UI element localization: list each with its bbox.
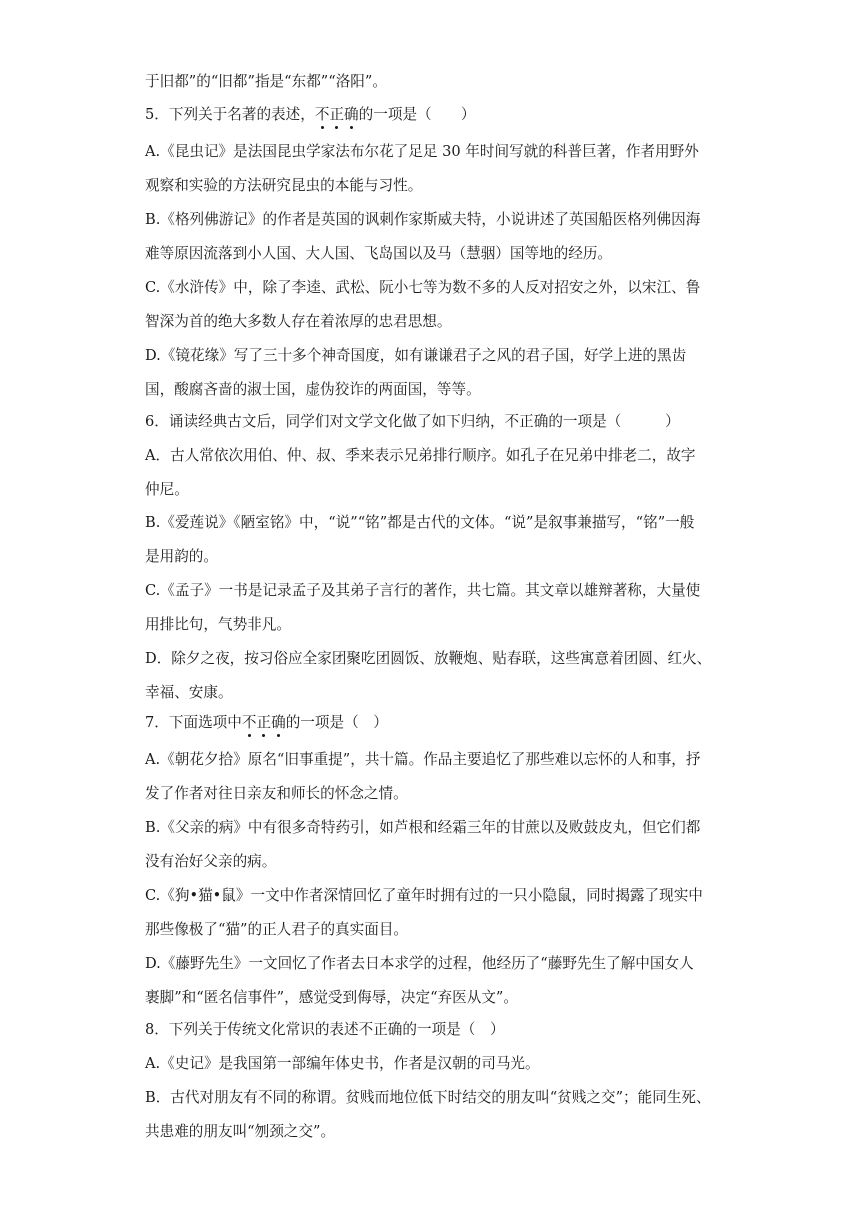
emphasis-dotted: 不正确	[314, 106, 359, 123]
option-line: B.《爱莲说》《陋室铭》中，“说”“铭”都是古代的文体。“说”是叙事兼描写，“铭”一般	[145, 514, 695, 531]
question-text: 的一项是（ ）	[285, 714, 388, 731]
question-6-stem: 6．诵读经典古文后，同学们对文学文化做了如下归纳，不正确的一项是（ ）	[145, 413, 680, 430]
option-line: A．古人常依次用伯、仲、叔、季来表示兄弟排行顺序。如孔子在兄弟中排老二，故字	[145, 447, 696, 464]
text-line: 仲尼。	[145, 481, 189, 498]
text-line: 共患难的朋友叫“刎颈之交”。	[145, 1123, 336, 1140]
text-line: 智深为首的绝大多数人存在着浓厚的忠君思想。	[145, 313, 452, 330]
text-line: 发了作者对往日亲友和师长的怀念之情。	[145, 785, 408, 802]
option-line: A.《朝花夕拾》原名“旧事重提”，共十篇。作品主要追忆了那些难以忘怀的人和事，抒	[145, 751, 701, 768]
question-7-stem	[145, 714, 388, 732]
text-line: 于旧都”的“旧都”指是“东都”“洛阳”。	[145, 73, 387, 90]
text-line: 是用韵的。	[145, 548, 218, 565]
text-line: 观察和实验的方法研究昆虫的本能与习性。	[145, 177, 423, 194]
option-line: B.《父亲的病》中有很多奇特药引，如芦根和经霜三年的甘蔗以及败鼓皮丸，但它们都	[145, 819, 701, 836]
text-line: 那些像极了“猫”的正人君子的真实面目。	[145, 921, 409, 938]
emphasis-dotted: 不正确	[241, 714, 286, 731]
option-line: A.《昆虫记》是法国昆虫学家法布尔花了足足 30 年时间写就的科普巨著，作者用野外	[145, 143, 699, 160]
text-line: 没有治好父亲的病。	[145, 853, 277, 870]
text-line: 用排比句，气势非凡。	[145, 616, 291, 633]
question-5-stem	[145, 106, 475, 124]
text-line: 幸福、安康。	[145, 684, 233, 701]
option-line: C.《狗•猫•鼠》一文中作者深情回忆了童年时拥有过的一只小隐鼠，同时揭露了现实中	[145, 887, 703, 904]
option-line: D.《镜花缘》写了三十多个神奇国度，如有谦谦君子之风的君子国，好学上进的黑齿	[145, 347, 687, 364]
option-line: C.《孟子》一书是记录孟子及其弟子言行的著作，共七篇。其文章以雄辩著称，大量使	[145, 582, 701, 599]
option-line: B．古代对朋友有不同的称谓。贫贱而地位低下时结交的朋友叫“贫贱之交”；能同生死、	[145, 1089, 711, 1106]
text-line: 国，酸腐吝啬的淑士国，虚伪狡诈的两面国，等等。	[145, 381, 481, 398]
option-line: D.《藤野先生》一文回忆了作者去日本求学的过程，他经历了“藤野先生了解中国女人	[145, 955, 694, 972]
text-line: 裹脚”和“匿名信事件”，感觉受到侮辱，决定“弃医从文”。	[145, 989, 518, 1006]
option-line: C.《水浒传》中，除了李逵、武松、阮小七等为数不多的人反对招安之外，以宋江、鲁	[145, 279, 701, 296]
question-8-stem: 8．下列关于传统文化常识的表述不正确的一项是（ ）	[145, 1021, 505, 1038]
question-text: 的一项是（ ）	[358, 106, 476, 123]
question-text: 5．下列关于名著的表述，	[145, 106, 315, 123]
question-text: 7．下面选项中	[145, 714, 242, 731]
option-line: A.《史记》是我国第一部编年体史书，作者是汉朝的司马光。	[145, 1055, 540, 1072]
option-line: D．除夕之夜，按习俗应全家团聚吃团圆饭、放鞭炮、贴春联，这些寓意着团圆、红火、	[145, 650, 712, 667]
text-line: 难等原因流落到小人国、大人国、飞岛国以及马（慧骃）国等地的经历。	[145, 245, 613, 262]
option-line: B.《格列佛游记》的作者是英国的讽刺作家斯威夫特，小说讲述了英国船医格列佛因海	[145, 211, 701, 228]
